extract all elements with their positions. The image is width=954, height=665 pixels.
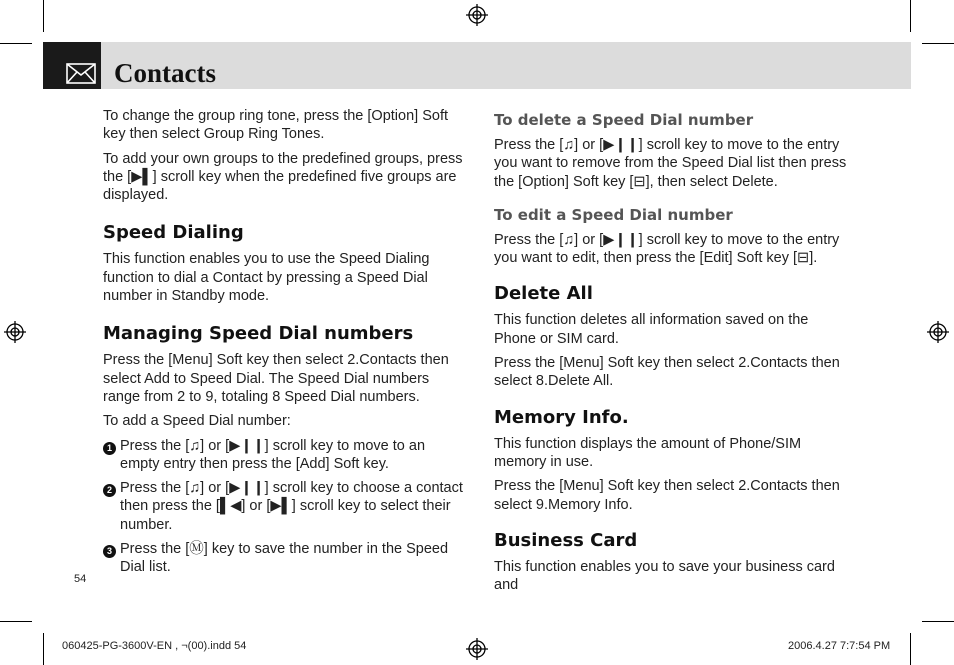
page-title: Contacts xyxy=(114,58,216,88)
edit-speed-heading: To edit a Speed Dial number xyxy=(494,205,733,224)
crop-mark xyxy=(43,633,44,665)
crop-mark xyxy=(0,43,32,44)
crop-mark xyxy=(0,621,32,622)
step-text: Press the [♫] or [▶❙❙] scroll key to move to an empty entry then press the [Add] Soft key. xyxy=(120,437,426,472)
footer-file-info: 060425-PG-3600V-EN , ¬(00).indd 54 xyxy=(62,640,247,652)
crop-mark xyxy=(922,43,954,44)
memory-body: This function displays the amount of Phone/SIM memory in use. xyxy=(494,435,802,470)
step-text: Press the [Ⓜ] key to save the number in the Speed Dial list. xyxy=(120,541,449,576)
intro-paragraph: To change the group ring tone, press the [Option] Soft key then select Group Ring Tones. xyxy=(103,108,448,143)
crop-mark xyxy=(910,633,911,665)
intro-paragraph: To add your own groups to the predefined groups, press the [▶▌] scroll key when the predefined five groups are displayed. xyxy=(103,150,463,204)
edit-speed-body: Press the [♫] or [▶❙❙] scroll key to move to the entry you want to edit, then press the [Edit] Soft key [⊟]. xyxy=(494,231,840,267)
crop-mark xyxy=(922,621,954,622)
registration-mark-icon xyxy=(466,638,488,660)
managing-body: Press the [Menu] Soft key then select 2.Contacts then select Add to Speed Dial. The Speed Dial numbers range from 2 to 9, totaling 8 Speed Dial numbers. xyxy=(103,352,449,405)
managing-lead: To add a Speed Dial number: xyxy=(103,413,291,430)
delete-all-instructions: Press the [Menu] Soft key then select 2.Contacts then select 8.Delete All. xyxy=(494,355,840,390)
step-number: 1 xyxy=(103,442,116,455)
step-number: 3 xyxy=(103,545,116,558)
registration-mark-icon xyxy=(466,4,488,26)
delete-all-body: This function deletes all information saved on the Phone or SIM card. xyxy=(494,312,809,347)
left-column xyxy=(103,107,463,583)
speed-dialing-heading: Speed Dialing xyxy=(103,222,244,244)
footer-timestamp: 2006.4.27 7:7:54 PM xyxy=(788,640,891,652)
right-column xyxy=(494,110,854,600)
speed-dialing-body: This function enables you to use the Speed Dialing function to dial a Contact by pressing a Speed Dial number in Standby mode. xyxy=(103,251,430,305)
registration-mark-icon xyxy=(4,321,26,343)
step-text: Press the [♫] or [▶❙❙] scroll key to choose a contact then press the [▌◀] or [▶▌] scroll key to select their number. xyxy=(120,480,463,533)
page-number: 54 xyxy=(74,573,87,585)
delete-speed-heading: To delete a Speed Dial number xyxy=(494,111,754,129)
step-number: 2 xyxy=(103,484,116,497)
step-item xyxy=(103,437,463,474)
delete-speed-body: Press the [♫] or [▶❙❙] scroll key to move to the entry you want to remove from the Speed Dial list then press the [Option] Soft key [⊟], then select Delete. xyxy=(494,137,847,190)
crop-mark xyxy=(910,0,911,32)
managing-heading: Managing Speed Dial numbers xyxy=(103,323,414,345)
business-card-heading: Business Card xyxy=(494,529,638,551)
crop-mark xyxy=(43,0,44,32)
step-item xyxy=(103,479,463,534)
registration-mark-icon xyxy=(927,321,949,343)
business-card-body: This function enables you to save your business card and xyxy=(494,558,835,594)
delete-all-heading: Delete All xyxy=(494,283,593,305)
envelope-icon xyxy=(66,63,96,84)
step-item xyxy=(103,540,463,577)
memory-instructions: Press the [Menu] Soft key then select 2.Contacts then select 9.Memory Info. xyxy=(494,478,840,513)
memory-heading: Memory Info. xyxy=(494,406,629,428)
